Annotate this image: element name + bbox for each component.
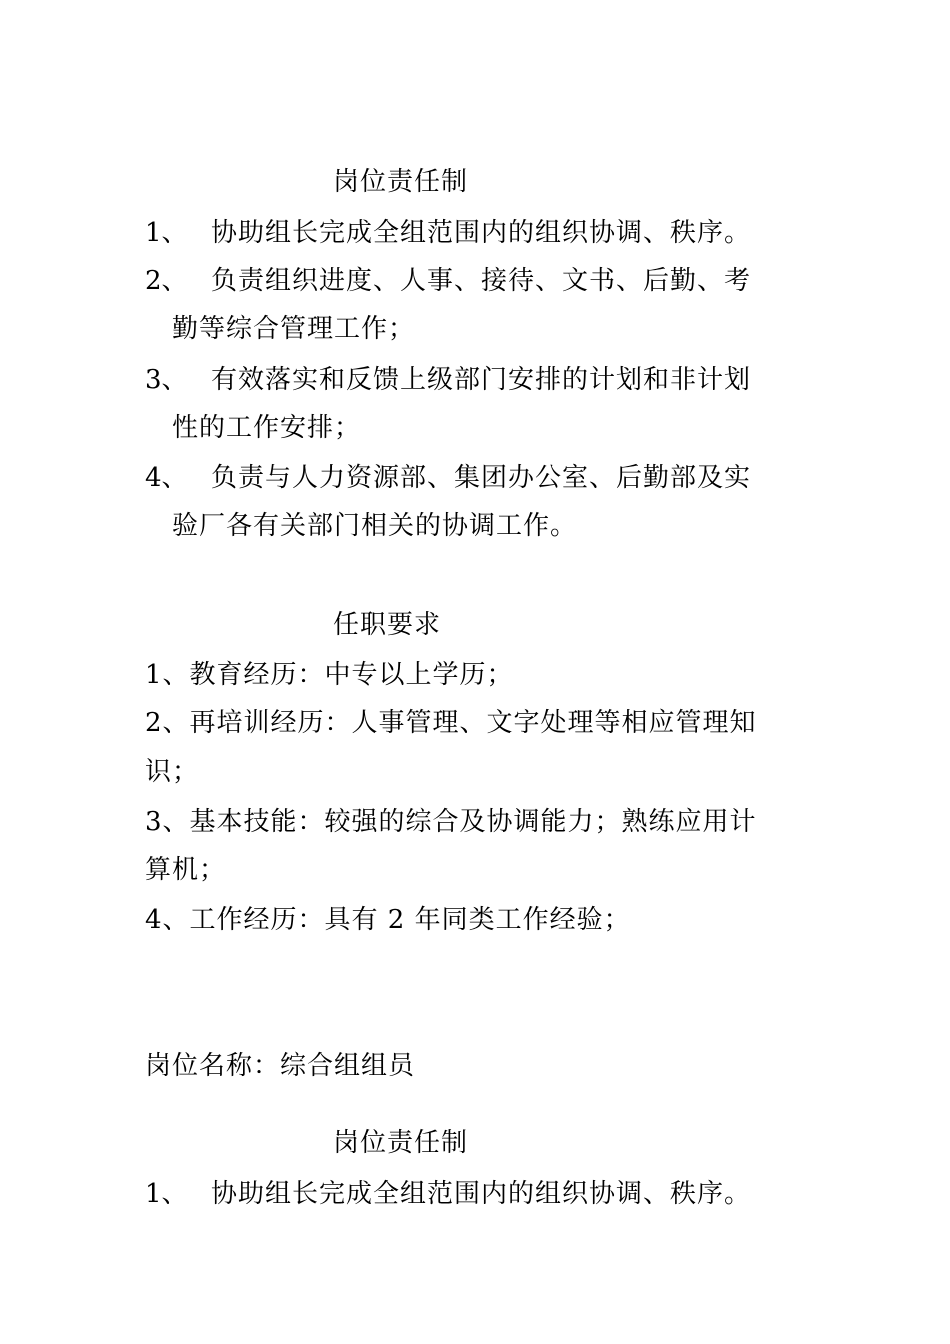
list-item-text: 有效落实和反馈上级部门安排的计划和非计划 [211,365,752,395]
list-item-text: 协助组长完成全组范围内的组织协调、秩序。 [211,218,752,248]
section-heading-requirements: 任职要求 [333,610,442,640]
requirement-item: 2、再培训经历：人事管理、文字处理等相应管理知 [145,708,757,738]
list-item-number: 2、 [145,266,188,296]
position-title: 岗位名称：综合组组员 [145,1051,416,1081]
list-item-number: 1、 [145,218,188,248]
list-item-text: 负责与人力资源部、集团办公室、后勤部及实 [211,463,752,493]
section-heading-responsibilities: 岗位责任制 [333,167,469,197]
requirement-item: 3、基本技能：较强的综合及协调能力；熟练应用计 [145,807,757,837]
list-item-text-continued: 验厂各有关部门相关的协调工作。 [172,511,578,541]
list-item-number: 1、 [145,1179,188,1209]
section-heading-responsibilities: 岗位责任制 [333,1128,469,1158]
requirement-item-continued: 算机； [145,855,227,885]
list-item-number: 3、 [145,365,188,395]
list-item-text: 负责组织进度、人事、接待、文书、后勤、考 [211,266,752,296]
requirement-item: 1、教育经历：中专以上学历； [145,660,514,690]
requirement-item: 4、工作经历：具有 2 年同类工作经验； [145,905,631,935]
list-item-number: 4、 [145,463,188,493]
list-item-text-continued: 勤等综合管理工作； [172,314,416,344]
list-item-text: 协助组长完成全组范围内的组织协调、秩序。 [211,1179,752,1209]
requirement-item-continued: 识； [145,757,200,787]
list-item-text-continued: 性的工作安排； [172,413,362,443]
